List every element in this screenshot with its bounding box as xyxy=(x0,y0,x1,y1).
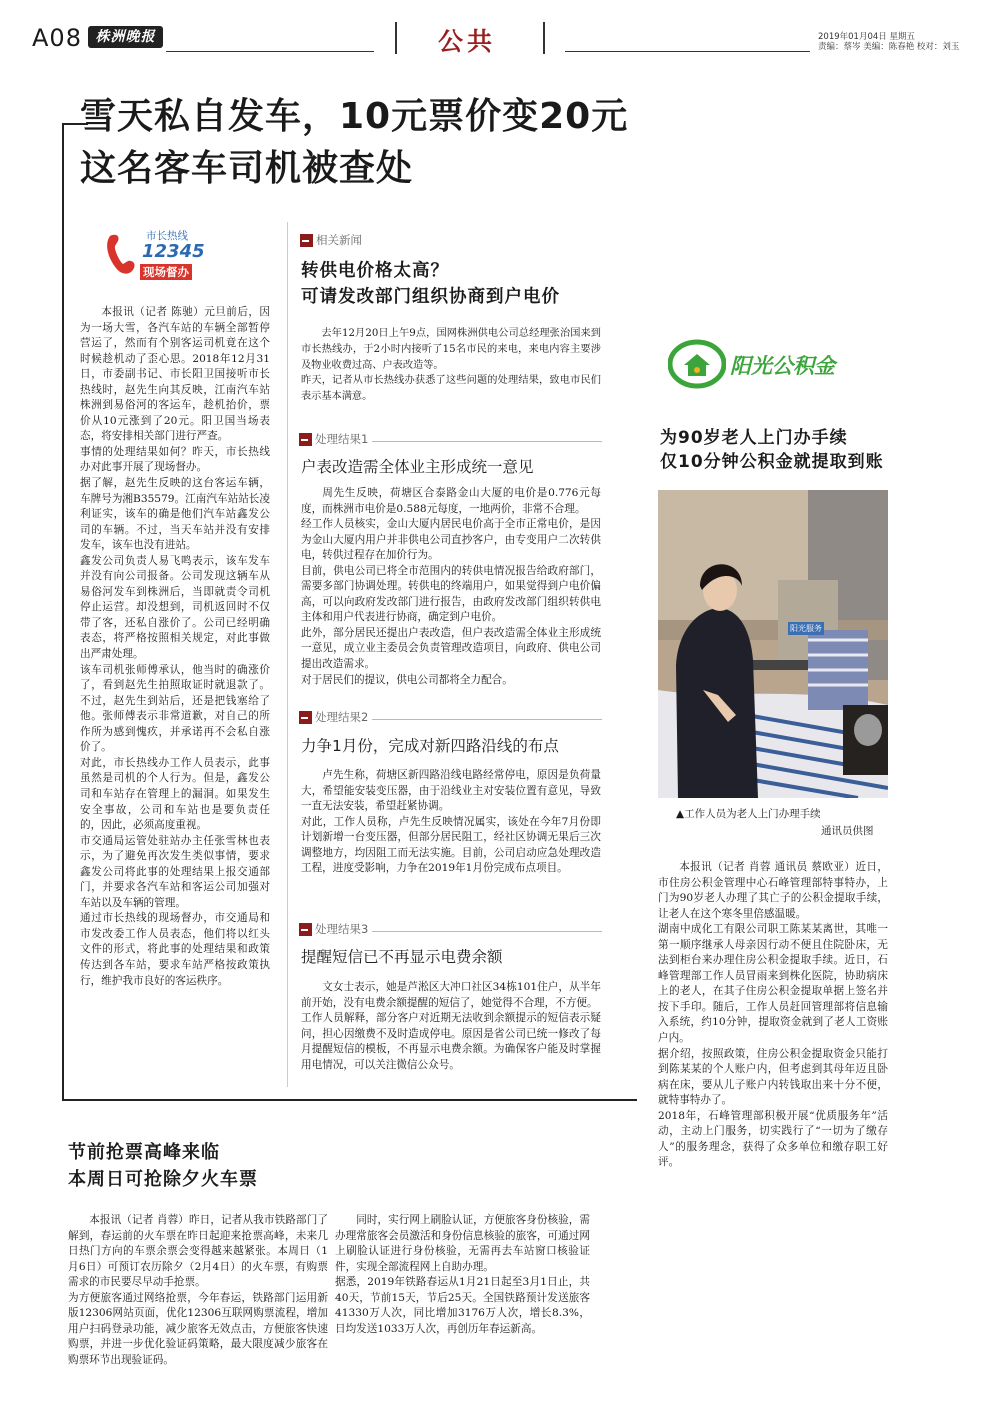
tag-marker-icon xyxy=(299,711,312,724)
result3-title: 提醒短信已不再显示电费余额 xyxy=(301,948,503,966)
house-icon xyxy=(668,338,726,390)
housing-fund-logo xyxy=(668,338,893,390)
related-title-line2: 可请发改部门组织协商到户电价 xyxy=(301,287,560,307)
main-frame-bottom xyxy=(62,1099,637,1101)
masthead-divider-right xyxy=(543,22,545,54)
masthead-rule-right xyxy=(565,51,810,52)
tag-marker-icon xyxy=(299,923,312,936)
news-photo xyxy=(658,490,888,798)
phone-icon xyxy=(102,230,142,280)
main-frame-left xyxy=(62,123,64,1100)
train-column-1: 本报讯（记者 肖蓉）昨日，记者从我市铁路部门了解到，春运前的火车票在昨日起迎来抢票高峰，未来几日热门方向的车票余票会变得越来越紧张。本周日（1月6日）可预订农历除夕（2月4日）的火车票，有购票需求的市民要尽早动手抢票。 为方便旅客通过网络抢票，今年春运，铁路部门运用新版12306网站页面，优化12306互联网购票流程，增加用户扫码登录功能，减少旅客无效点击，方便旅客快速购票，并进一步优化验证码策略，最大限度减少旅客在购票环节出现验证码。 xyxy=(68,1214,328,1366)
hotline-label-bottom: 现场督办 xyxy=(140,264,192,280)
result3-tag-label: 处理结果3 xyxy=(315,922,369,936)
hotline-logo xyxy=(102,224,216,286)
housing-fund-brand: 阳光公积金 xyxy=(730,354,835,378)
tag-marker-icon xyxy=(300,234,313,247)
issue-date: 2019年01月04日 星期五 xyxy=(818,32,915,42)
train-title-line1: 节前抢票高峰来临 xyxy=(68,1142,220,1163)
masthead-divider-left xyxy=(395,22,397,54)
page-number: A08 xyxy=(32,24,82,52)
related-tag-label: 相关新闻 xyxy=(316,233,362,247)
hotline-number: 12345 xyxy=(142,241,205,262)
result2-body: 卢先生称，荷塘区新四路沿线电路经常停电，原因是负荷量大，希望能安装变压器，由于沿线业主对安装位置有意见，导致一直无法安装，希望赶紧协调。 对此，工作人员称，卢先生反映情况属实，该处在今年7月份即计划新增一台变压器，但部分居民阻工，经社区协调无果后三次调整地方，均因阻工而无法实施。目前，公司启动应急处理改造工程，进度受影响，力争在2019年1月份完成布点项目。 xyxy=(301,769,601,875)
result1-body: 周先生反映，荷塘区合泰路金山大厦的电价是0.776元每度，而株洲市电价是0.588元每度，一地两价，非常不合理。 经工作人员核实，金山大厦内居民电价高于全市正常电价，是因为金山大厦内用户并非供电公司直抄客户，由专变用户二次转供电，转供过程存在加价行为。 目前，供电公司已将全市范围内的转供电情况报告给政府部门，需要多部门协调处理。转供电的终端用户，如果觉得到户电价偏高，可以向政府发改部门进行报告，由政府发改部门组织转供电主体和用户代表进行协商，确定到户电价。 此外，部分居民还提出户表改造，但户表改造需全体业主形成统一意见，成立业主委员会负责管理改造项目，向政府、供电公司提出改造需求。 对于居民们的提议，供电公司都将全力配合。 xyxy=(301,487,601,686)
paper-logo xyxy=(88,26,163,48)
result1-title: 户表改造需全体业主形成统一意见 xyxy=(301,458,534,476)
result2-tag-label: 处理结果2 xyxy=(315,710,369,724)
paper-name: 株洲晚报 xyxy=(95,29,156,45)
editor-credits: 责编：蔡岑 美编：陈春艳 校对：刘玉 xyxy=(818,42,960,52)
result1-rule xyxy=(372,441,602,442)
result3-rule xyxy=(372,931,602,932)
result2-tag xyxy=(299,709,368,725)
photo-sign: 阳光服务 xyxy=(790,624,822,633)
result2-title: 力争1月份，完成对新四路沿线的布点 xyxy=(301,737,559,755)
masthead-rule-left xyxy=(166,51,374,52)
main-article-body: 本报讯（记者 陈驰）元旦前后，因为一场大雪，各汽车站的车辆全部暂停营运了，然而有个别客运司机竟在这个时候趁机动了歪心思。2018年12月31日，市委副书记、市长阳卫国接听市长热线时，赵先生向其反映，江南汽车站株洲到易俗河的客运车，趁机抬价，票价从10元涨到了20元。阳卫国当场表态，将安排相关部门进行严查。 事情的处理结果如何？昨天，市长热线办对此事开展了现场督办。 据了解，赵先生反映的这台客运车辆，车牌号为湘B35579。江南汽车站站长凌利证实，该车的确是他们汽车站鑫发公司的车辆。不过，当天车站并没有安排发车，该车也没有进站。 鑫发公司负责人易飞鸣表示，该车发车并没有向公司报备。公司发现这辆车从易俗河发车到株洲后，当即就责令司机停止运营。却没想到，司机返回时不仅带了客，还私自涨价了。公司已经明确表态，将严格按照相关规定，对此事做出严肃处理。 该车司机张师傅承认，他当时的确涨价了，看到赵先生拍照取证时就退款了。不过，赵先生到站后，还是把钱塞给了他。张师傅表示非常道歉，对自己的所作所为感到愧疚，并承诺再不会私自涨价了。 对此，市长热线办工作人员表示，此事虽然是司机的个人行为。但是，鑫发公司和车站存在管理上的漏洞。如果发生安全事故，公司和车站也是要负责任的，因此，必须高度重视。 市交通局运管处驻站办主任张雪林也表示，为了避免再次发生类似事情，要求鑫发公司将此事的处理结果上报交通部门，并要求各汽车站和客运公司加强对车站以及车辆的管理。 通过市长热线的现场督办，市交通局和市发改委工作人员表态，他们将以红头文件的形式，将此事的处理结果和政策传达到各车站，要求车站严格按政策执行，维护我市良好的客运秩序。 xyxy=(80,306,270,987)
result1-tag xyxy=(299,431,368,447)
sidebar-body: 本报讯（记者 肖蓉 通讯员 蔡欧亚）近日，市住房公积金管理中心石峰管理部特事特办，上门为90岁老人办理了其亡子的公积金提取手续，让老人在这个寒冬里倍感温暖。 湖南中成化工有限公司职工陈某某离世，其唯一第一顺序继承人母亲因行动不便且住院卧床，无法到柜台来办理住房公积金提取手续。近日，石峰管理部工作人员冒雨来到株化医院，协助病床上的老人，在其子住房公积金提取单据上签名并按下手印。随后，工作人员赶回管理部将信息输入系统，约10分钟，提取资金就到了老人工资账户内。 据介绍，按照政策，住房公积金提取资金只能打到陈某某的个人账户内，但考虑到其母年迈且卧病在床，要从儿子账户内转钱取出来十分不便，就特事特办了。 2018年，石峰管理部积极开展“优质服务年”活动，主动上门服务，切实践行了“一切为了缴存人”的服务理念，获得了众多单位和缴存职工好评。 xyxy=(658,861,888,1169)
photo-caption: ▲工作人员为老人上门办理手续 xyxy=(676,808,821,820)
related-intro: 去年12月20日上午9点，国网株洲供电公司总经理张治国来到市长热线办，于2小时内接听了15名市民的来电，来电内容主要涉及物业收费过高、户表改造等。 昨天，记者从市长热线办获悉了这些问题的处理结果，致电市民们表示基本满意。 xyxy=(301,328,601,403)
result3-tag xyxy=(299,921,368,937)
headline-line2: 这名客车司机被查处 xyxy=(80,148,414,189)
headline-line1: 雪天私自发车，10元票价变20元 xyxy=(80,96,629,137)
tag-marker-icon xyxy=(299,433,312,446)
sidebar-title-line1: 为90岁老人上门办手续 xyxy=(660,428,848,448)
related-title-line1: 转供电价格太高？ xyxy=(301,261,449,281)
sidebar-title-line2: 仅10分钟公积金就提取到账 xyxy=(660,452,884,472)
related-news-tag xyxy=(300,232,362,248)
result1-tag-label: 处理结果1 xyxy=(315,432,369,446)
result3-body: 文女士表示，她是芦淞区大冲口社区34栋101住户，从半年前开始，没有电费余额提醒的短信了，她觉得不合理，不方便。 工作人员解释，部分客户对近期无法收到余额提示的短信表示疑问，担心因缴费不及时造成停电。原因是省公司已统一修改了每月提醒短信的模板，不再显示电费余额。为确保客户能及时掌握用电情况，可以关注微信公众号。 xyxy=(301,981,601,1071)
column-rule xyxy=(287,222,288,1087)
train-column-2: 同时，实行网上刷脸认证，方便旅客身份核验，需办理常旅客会员激活和身份信息核验的旅客，可通过网上刷脸认证进行身份核验，无需再去车站窗口核验证件，实现全部流程网上自助办理。 据悉，2019年铁路春运从1月21日起至3月1日止，共40天，节前15天，节后25天。全国铁路预计发送旅客41330万人次，同比增加3176万人次，增长8.3%，日均发送1033万人次，再创历年春运新高。 xyxy=(335,1214,590,1335)
result2-rule xyxy=(372,719,602,720)
hotline-label-top: 市长热线 xyxy=(146,230,188,242)
train-title-line2: 本周日可抢除夕火车票 xyxy=(68,1169,258,1190)
photo-credit: 通讯员供图 xyxy=(821,825,874,837)
section-name: 公共 xyxy=(438,27,497,56)
